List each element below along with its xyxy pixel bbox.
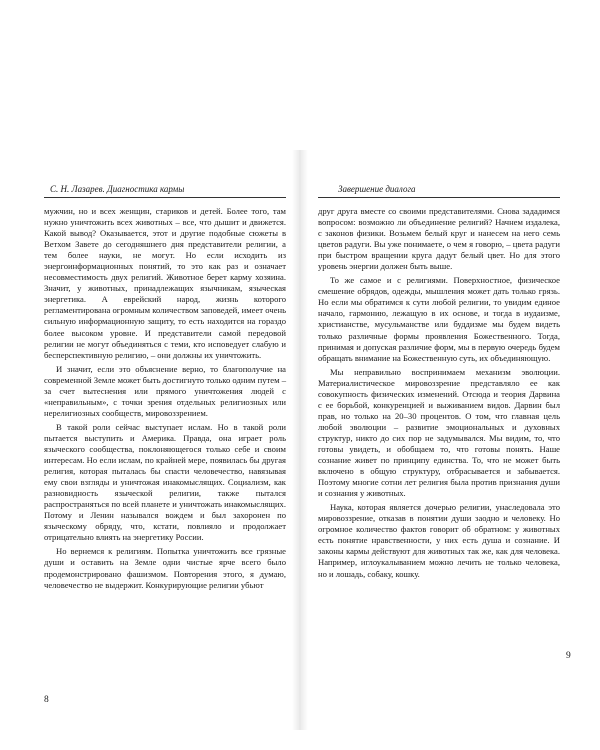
book-gutter <box>292 150 308 730</box>
right-running-header: Завершение диалога <box>318 183 560 198</box>
left-paragraph-3: В такой роли сейчас выступает ислам. Но в такой роли пытается выступить и Америка. Правда, она играет роль языческого сообщества, поклоняющегося только себе и своим интересам. Но если ислам, по крайней мере, появилась бы другая религия, которая пыталась бы спасти человечество, навязывая ему свои взгляды и уничтожая инакомыслящих. Социализм, как разновидность языческой религии, также пытался распространяться по всей планете и уничтожать инакомыслящих. Потому и Ленин назывался вождем и был захоронен по языческому обряду, что, кстати, повлияло и продолжает отрицательно влиять на энергетику России. <box>44 421 286 543</box>
right-paragraph-3: Мы неправильно воспринимаем механизм эволюции. Материалистическое мировоззрение представляло ее как совокупность физических изменений. Отсюда и теория Дарвина с ее борьбой, конкуренцией и выживанием видов. Дарвин был прав, но только на 20–30 процентов. О том, что главная цель любой эволюции – развитие эмоциональных и духовных структур, никто до сих пор не задумывался. Мы видим, то, что готовы увидеть, и обобщаем то, что готовы понять. Наше сознание живет по принципу единства. То, что не может быть включено в общую структуру, отбрасывается и забывается. Поэтому многие сотни лет религия была против признания души и сознания у животных. <box>318 366 560 499</box>
left-paragraph-1: мужчин, но и всех женщин, стариков и детей. Более того, там нужно уничтожить всех животных – все, что дышит и движется. Какой вывод? Оказывается, этот и другие подобные сюжеты в Ветхом Завете до сегодняшнего дня представители религии, а тем более науки, не могут. Но если исходить из энергоинформационных понятий, то это как раз и означает несовместимость двух религий. Животное берет карму хозяина. Значит, у животных, принадлежащих язычникам, языческая энергетика. А еврейский народ, жизнь которого регламентирована огромным количеством заповедей, имеет очень сильную информационную защиту, то есть находится на гораздо более высоком уровне. И представители самой передовой религии не могут объединяться с теми, кто исповедует слабую и бесперспективную религию, – они должны их уничтожить. <box>44 206 286 360</box>
right-paragraph-2: То же самое и с религиями. Поверхностное, физическое смешение обрядов, одежды, мышления может дать только грязь. Но если мы обратимся к сути любой религии, то увидим единое начало, гармонию, лежащую в их основе, и тогда в иудаизме, христианстве, мусульманстве или буддизме мы будем видеть только различные формы проявления Божественного. Тогда, принимая и допуская различие форм, мы в первую очередь будем обращать внимание на Божественную суть, их объединяющую. <box>318 275 560 363</box>
right-page-body <box>318 206 560 580</box>
left-page-body <box>44 206 286 591</box>
left-paragraph-2: И значит, если это объяснение верно, то благополучие на современной Земле может быть достигнуто только одним путем – за счет вытеснения или прямого уничтожения людей с «неправильным», с точки зрения отдельных религиозных или нерелигиозных сообществ, мировоззрением. <box>44 363 286 418</box>
left-page-number: 8 <box>44 695 49 705</box>
right-page-number: 9 <box>566 651 571 661</box>
left-page <box>44 183 286 591</box>
right-page <box>318 183 560 580</box>
left-paragraph-4: Но вернемся к религиям. Попытка уничтожить все грязные души и оставить на Земле одни чистые ярче всего было продемонстрировано фашизмом. Повторения этого, я думаю, человечество не выдержит. Конкурирующие религии убьют <box>44 546 286 590</box>
right-paragraph-4: Наука, которая является дочерью религии, унаследовала это мировоззрение, отказав в понятии души заодно и человеку. Но огромное количество фактов говорит об обратном: у животных есть понятие нравственности, у них есть душа и сознание. И законы кармы действуют для животных так же, как для человека. Например, иглоукалыванием можно лечить не только человека, но и лошадь, собаку, кошку. <box>318 502 560 579</box>
right-paragraph-1: друг друга вместе со своими представителями. Снова зададимся вопросом: возможно ли объединение религий? Начнем издалека, с законов физики. Возьмем белый круг и нанесем на него семь цветов радуги. Вы уже понимаете, о чем я говорю, – цвета радуги при быстром вращении круга дадут белый цвет. Но для этого уровень энергии должен быть выше. <box>318 206 560 272</box>
left-running-header: С. Н. Лазарев. Диагностика кармы <box>44 183 286 198</box>
